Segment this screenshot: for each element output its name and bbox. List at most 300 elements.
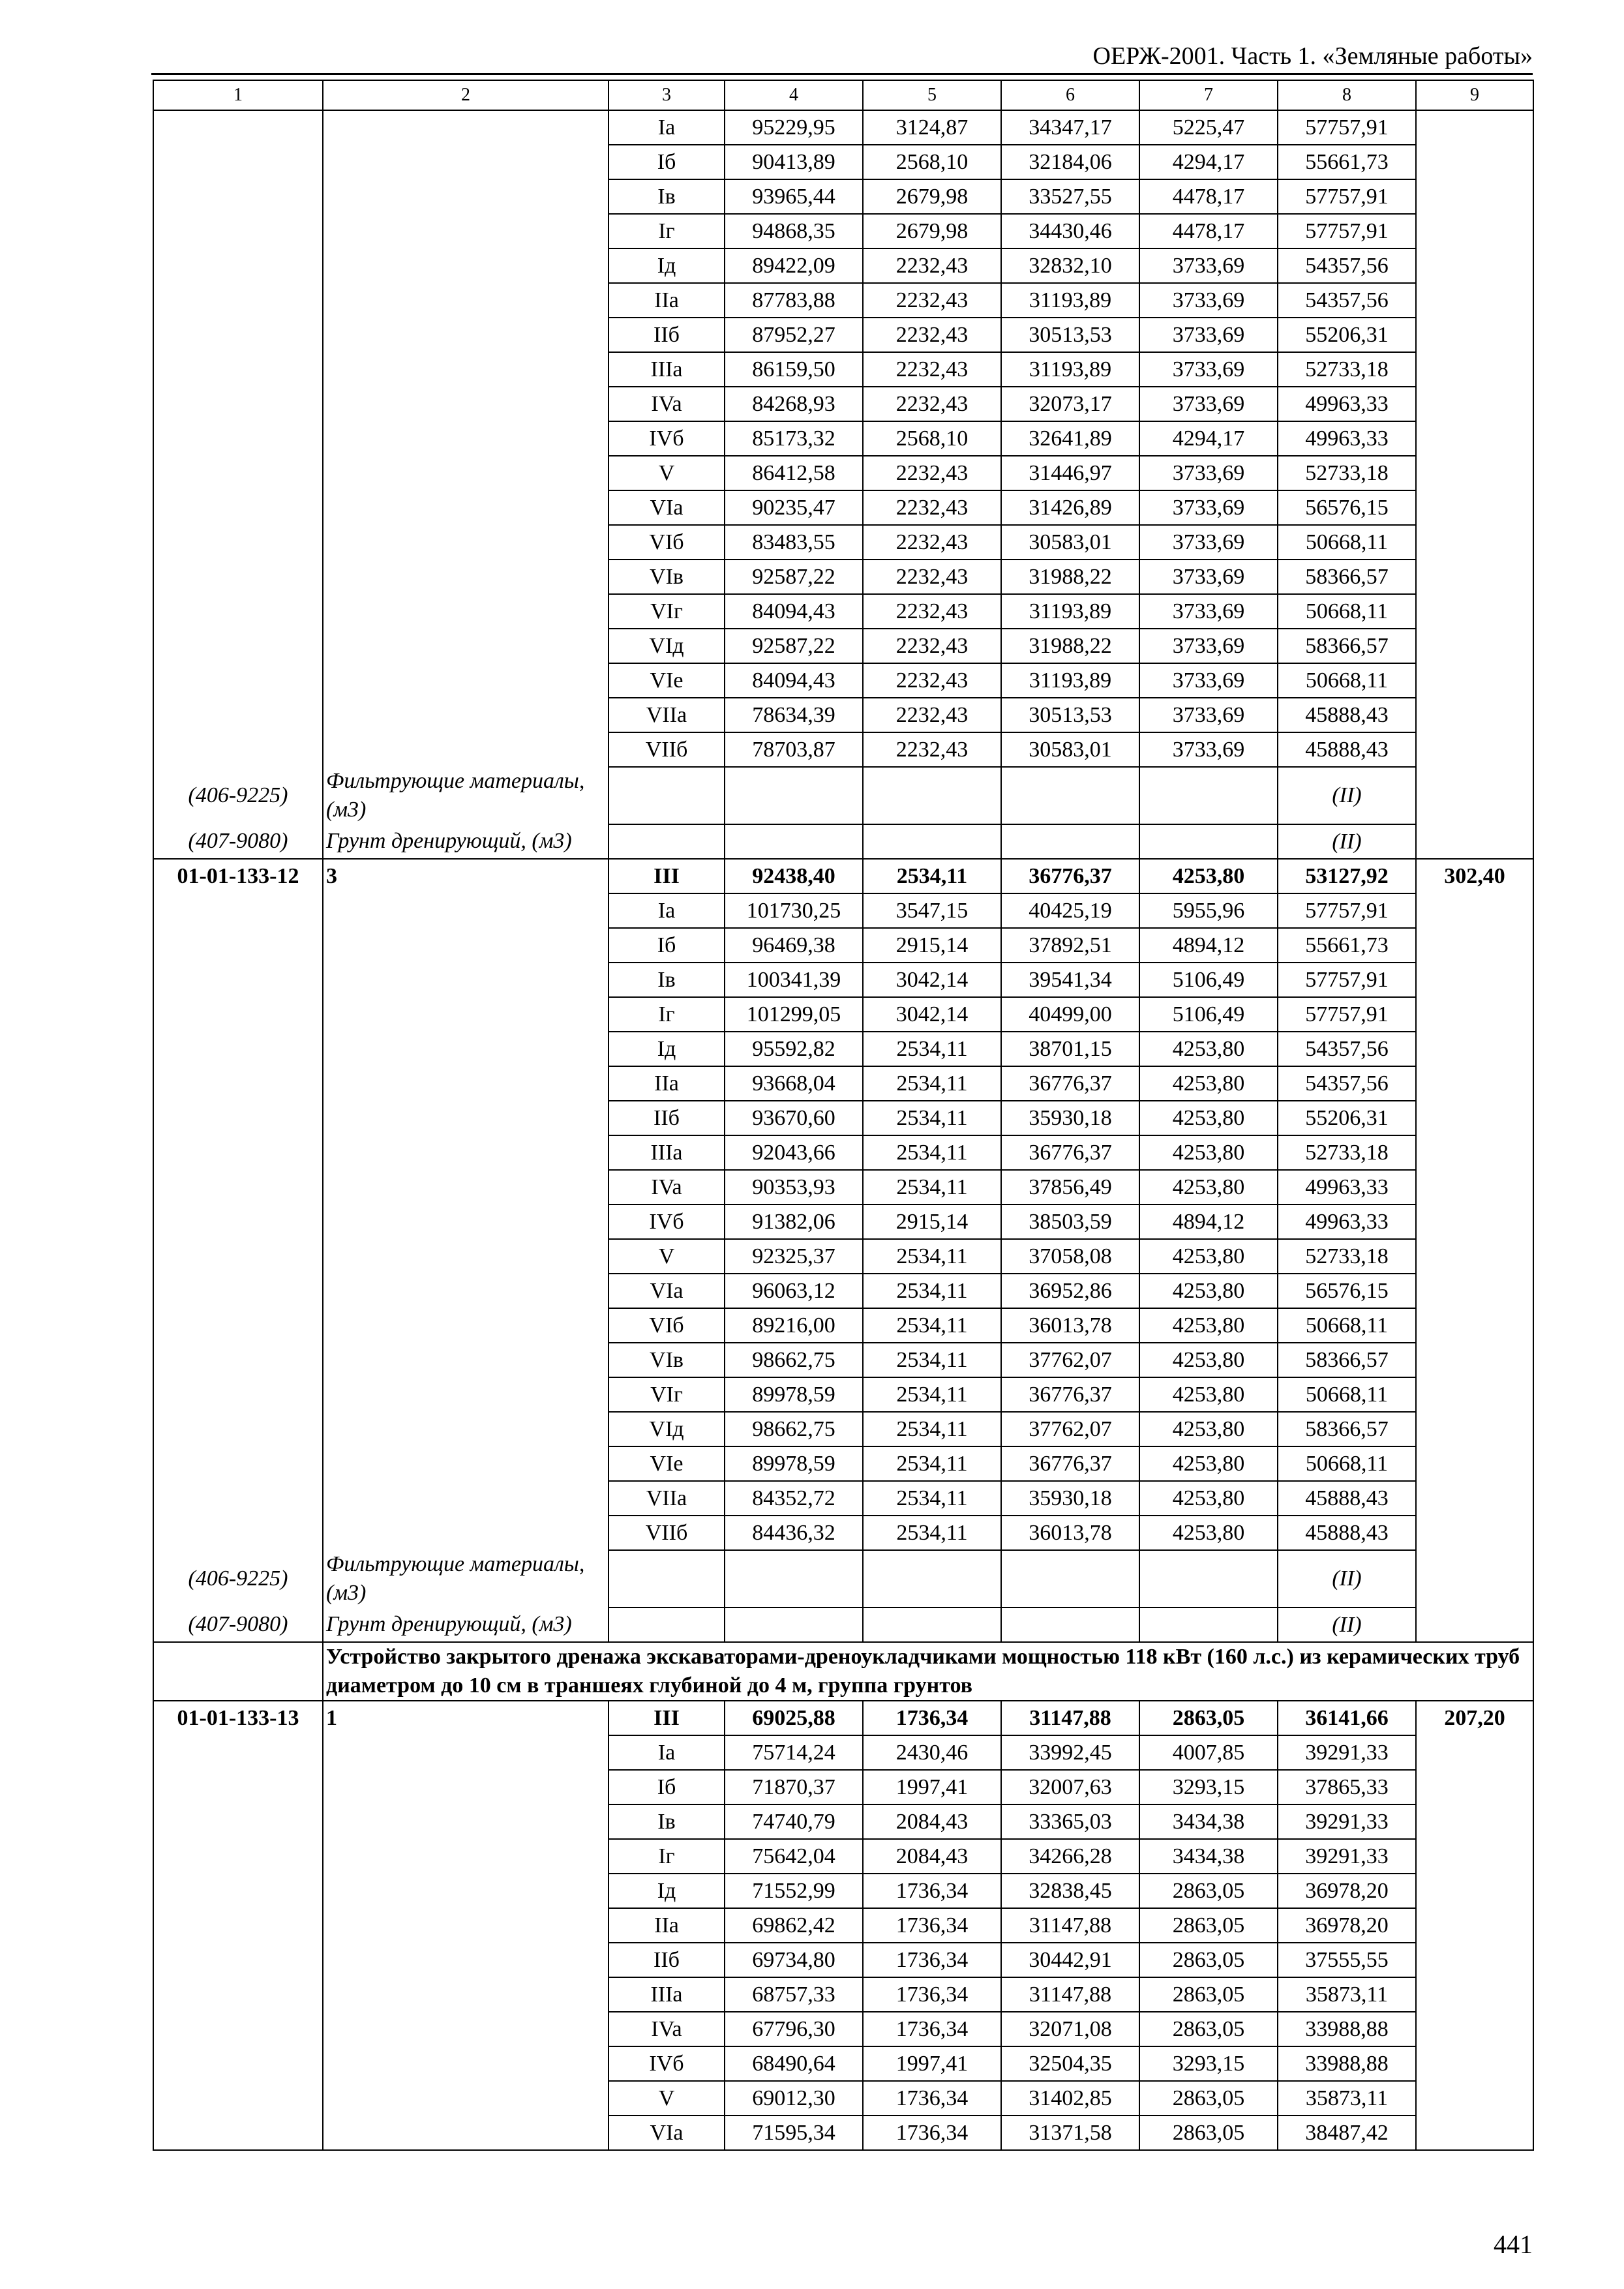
soil-group [323,456,609,490]
table-row [153,1170,1533,1204]
value-cell: 30513,53 [1001,698,1139,732]
value-cell: 31371,58 [1001,2116,1139,2150]
value-cell: 2863,05 [1139,2081,1278,2116]
value-cell: 3733,69 [1139,456,1278,490]
value-cell: IIa [609,1066,725,1101]
soil-group [323,110,609,145]
rate-cell [1416,1239,1533,1274]
table-row [153,1446,1533,1481]
value-cell: 84268,93 [725,387,863,421]
rate-code [153,629,323,663]
value-cell: 2534,11 [863,859,1001,893]
table-row [153,1066,1533,1101]
value-cell: VIe [609,663,725,698]
rate-code [153,560,323,594]
value-cell: 34266,28 [1001,1839,1139,1874]
soil-group [323,1874,609,1908]
soil-group [323,2012,609,2046]
value-cell: 67796,30 [725,2012,863,2046]
value-cell: 78634,39 [725,698,863,732]
value-cell: 4253,80 [1139,1446,1278,1481]
value-cell: Iг [609,1839,725,1874]
value-cell: 45888,43 [1278,698,1416,732]
rate-code [153,1516,323,1550]
value-cell: 31147,88 [1001,1977,1139,2012]
rate-code [153,1170,323,1204]
soil-group [323,1274,609,1308]
value-cell: 31193,89 [1001,594,1139,629]
soil-group [323,663,609,698]
rate-cell [1416,1412,1533,1446]
value-cell: 54357,56 [1278,248,1416,283]
rate-code [153,352,323,387]
value-cell: 57757,91 [1278,179,1416,214]
value-cell: 37865,33 [1278,1770,1416,1804]
rate-cell [1416,2012,1533,2046]
value-cell: 37892,51 [1001,928,1139,963]
value-cell: 2534,11 [863,1239,1001,1274]
rate-cell [1416,1135,1533,1170]
value-cell: 55206,31 [1278,1101,1416,1135]
table-row [153,1943,1533,1977]
rate-cell [1416,145,1533,179]
value-cell: Iг [609,214,725,248]
value-cell: VIIa [609,698,725,732]
value-cell: 71552,99 [725,1874,863,1908]
soil-group [323,698,609,732]
value-cell: 37762,07 [1001,1343,1139,1377]
rate-cell [1416,732,1533,767]
value-cell: 2232,43 [863,283,1001,318]
rates-table [153,80,1534,2151]
value-cell: 84094,43 [725,663,863,698]
value-cell: 3733,69 [1139,318,1278,352]
soil-group [323,1943,609,1977]
value-cell: 32184,06 [1001,145,1139,179]
value-cell: 1736,34 [863,1943,1001,1977]
value-cell: 2534,11 [863,1446,1001,1481]
material-row [153,767,1533,824]
value-cell: 87952,27 [725,318,863,352]
value-cell: 1997,41 [863,2046,1001,2081]
rate-cell: 207,20 [1416,1701,1533,1735]
value-cell: 69862,42 [725,1908,863,1943]
table-row [153,1135,1533,1170]
base-rate-row [153,859,1533,893]
value-cell: 2232,43 [863,318,1001,352]
value-cell: 33992,45 [1001,1735,1139,1770]
value-cell: 31193,89 [1001,352,1139,387]
value-cell: 4253,80 [1139,1101,1278,1135]
value-cell: 31402,85 [1001,2081,1139,2116]
table-row [153,1874,1533,1908]
soil-group [323,732,609,767]
soil-group [323,963,609,997]
value-cell: 30442,91 [1001,1943,1139,1977]
material-row [153,1608,1533,1642]
table-row [153,594,1533,629]
value-cell: 2534,11 [863,1377,1001,1412]
soil-group [323,1032,609,1066]
rate-cell [1416,1377,1533,1412]
value-cell: 57757,91 [1278,110,1416,145]
value-cell: 5955,96 [1139,893,1278,928]
material-name: Фильтрующие материалы, (м3) [323,767,609,824]
value-cell: 68490,64 [725,2046,863,2081]
column-number-cell: 3 [609,80,725,110]
value-cell: 1736,34 [863,1874,1001,1908]
value-cell: 68757,33 [725,1977,863,2012]
rate-cell [1416,1446,1533,1481]
rate-cell [1416,387,1533,421]
value-cell: 2084,43 [863,1804,1001,1839]
soil-group [323,1446,609,1481]
value-cell: 3733,69 [1139,698,1278,732]
value-cell: 38487,42 [1278,2116,1416,2150]
rate-code [153,2046,323,2081]
empty-cell [153,1642,323,1701]
value-cell: VIa [609,490,725,525]
soil-group: 3 [323,859,609,893]
table-row [153,214,1533,248]
value-cell: 4894,12 [1139,1204,1278,1239]
table-row [153,1032,1533,1066]
value-cell: 3293,15 [1139,2046,1278,2081]
value-cell: 32073,17 [1001,387,1139,421]
empty-cell [609,824,725,859]
rate-cell [1416,1908,1533,1943]
soil-group [323,1239,609,1274]
soil-group [323,387,609,421]
value-cell: 2430,46 [863,1735,1001,1770]
value-cell: 86412,58 [725,456,863,490]
rate-code [153,1032,323,1066]
rate-cell [1416,663,1533,698]
value-cell: 55661,73 [1278,145,1416,179]
value-cell: Iб [609,928,725,963]
value-cell: VIa [609,2116,725,2150]
value-cell: 89216,00 [725,1308,863,1343]
rate-code [153,1412,323,1446]
material-code: (406-9225) [153,1550,323,1608]
material-mark: (II) [1278,1550,1416,1608]
value-cell: 50668,11 [1278,525,1416,560]
value-cell: 31988,22 [1001,560,1139,594]
value-cell: 91382,06 [725,1204,863,1239]
value-cell: 2232,43 [863,594,1001,629]
rate-cell [1416,1101,1533,1135]
column-number-cell: 1 [153,80,323,110]
value-cell: 83483,55 [725,525,863,560]
value-cell: 31147,88 [1001,1701,1139,1735]
value-cell: 45888,43 [1278,1516,1416,1550]
value-cell: 4253,80 [1139,1343,1278,1377]
rate-cell [1416,1804,1533,1839]
value-cell: VIд [609,629,725,663]
value-cell: 50668,11 [1278,1377,1416,1412]
value-cell: 2534,11 [863,1343,1001,1377]
value-cell: 71595,34 [725,2116,863,2150]
value-cell: 36013,78 [1001,1308,1139,1343]
value-cell: 2915,14 [863,1204,1001,1239]
value-cell: 57757,91 [1278,997,1416,1032]
rate-code [153,421,323,456]
value-cell: 1997,41 [863,1770,1001,1804]
value-cell: Ia [609,1735,725,1770]
column-number-cell: 7 [1139,80,1278,110]
soil-group [323,352,609,387]
value-cell: 4253,80 [1139,1274,1278,1308]
value-cell: 5106,49 [1139,997,1278,1032]
value-cell: 5106,49 [1139,963,1278,997]
value-cell: 3733,69 [1139,629,1278,663]
value-cell: 2679,98 [863,214,1001,248]
value-cell: 32641,89 [1001,421,1139,456]
value-cell: 52733,18 [1278,352,1416,387]
value-cell: VIв [609,1343,725,1377]
soil-group [323,594,609,629]
value-cell: VIIб [609,1516,725,1550]
soil-group [323,1804,609,1839]
rate-cell [1416,352,1533,387]
value-cell: 2568,10 [863,421,1001,456]
value-cell: 92043,66 [725,1135,863,1170]
rate-code [153,2116,323,2150]
value-cell: 2863,05 [1139,1908,1278,1943]
value-cell: IIб [609,318,725,352]
value-cell: 90413,89 [725,145,863,179]
table-row [153,318,1533,352]
value-cell: 3042,14 [863,997,1001,1032]
rate-cell [1416,963,1533,997]
column-number-cell: 4 [725,80,863,110]
value-cell: 2232,43 [863,560,1001,594]
empty-cell [609,767,725,824]
rate-code [153,1239,323,1274]
value-cell: VIб [609,1308,725,1343]
rate-cell [1416,560,1533,594]
value-cell: 45888,43 [1278,732,1416,767]
soil-group [323,525,609,560]
value-cell: 50668,11 [1278,594,1416,629]
table-row [153,248,1533,283]
value-cell: 36776,37 [1001,1377,1139,1412]
value-cell: Iг [609,997,725,1032]
value-cell: 36978,20 [1278,1874,1416,1908]
value-cell: 31147,88 [1001,1908,1139,1943]
value-cell: 54357,56 [1278,283,1416,318]
value-cell: 37762,07 [1001,1412,1139,1446]
value-cell: 31988,22 [1001,629,1139,663]
rate-cell [1416,1735,1533,1770]
rate-code [153,1735,323,1770]
rate-cell [1416,1943,1533,1977]
soil-group [323,560,609,594]
value-cell: 1736,34 [863,2081,1001,2116]
soil-group [323,179,609,214]
table-row [153,1977,1533,2012]
soil-group [323,997,609,1032]
value-cell: 35873,11 [1278,1977,1416,2012]
value-cell: 2232,43 [863,525,1001,560]
table-row [153,1274,1533,1308]
section-title-row [153,1642,1533,1701]
rate-cell [1416,1170,1533,1204]
value-cell: 4253,80 [1139,1481,1278,1516]
value-cell: V [609,456,725,490]
value-cell: 3733,69 [1139,352,1278,387]
empty-cell [863,1550,1001,1608]
value-cell: 2232,43 [863,352,1001,387]
rate-code: 01-01-133-12 [153,859,323,893]
value-cell: 57757,91 [1278,893,1416,928]
value-cell: 5225,47 [1139,110,1278,145]
value-cell: 39291,33 [1278,1735,1416,1770]
value-cell: VIд [609,1412,725,1446]
value-cell: VIa [609,1274,725,1308]
table-row [153,1516,1533,1550]
rate-code [153,663,323,698]
value-cell: 52733,18 [1278,1239,1416,1274]
rate-code [153,1377,323,1412]
value-cell: 34430,46 [1001,214,1139,248]
rate-cell [1416,997,1533,1032]
soil-group [323,1908,609,1943]
value-cell: 34347,17 [1001,110,1139,145]
soil-group [323,1412,609,1446]
soil-group [323,1135,609,1170]
rate-cell [1416,1516,1533,1550]
soil-group [323,1308,609,1343]
rate-code [153,698,323,732]
rate-code [153,387,323,421]
rate-cell [1416,2116,1533,2150]
value-cell: 2534,11 [863,1170,1001,1204]
rate-code [153,1770,323,1804]
value-cell: 2534,11 [863,1274,1001,1308]
soil-group [323,2081,609,2116]
material-row [153,1550,1533,1608]
value-cell: 4253,80 [1139,1412,1278,1446]
soil-group [323,629,609,663]
rate-code [153,1874,323,1908]
value-cell: 39541,34 [1001,963,1139,997]
value-cell: 93965,44 [725,179,863,214]
value-cell: 58366,57 [1278,1343,1416,1377]
soil-group [323,214,609,248]
soil-group: 1 [323,1701,609,1735]
value-cell: 4253,80 [1139,859,1278,893]
value-cell: IIб [609,1943,725,1977]
soil-group [323,1204,609,1239]
value-cell: 35930,18 [1001,1101,1139,1135]
rate-code [153,1977,323,2012]
value-cell: Iб [609,145,725,179]
table-row [153,698,1533,732]
material-name: Грунт дренирующий, (м3) [323,1608,609,1642]
value-cell: 3733,69 [1139,525,1278,560]
value-cell: VIг [609,594,725,629]
value-cell: 2232,43 [863,663,1001,698]
table-row [153,110,1533,145]
material-mark: (II) [1278,824,1416,859]
value-cell: 2534,11 [863,1308,1001,1343]
material-name: Грунт дренирующий, (м3) [323,824,609,859]
value-cell: 84436,32 [725,1516,863,1550]
value-cell: 100341,39 [725,963,863,997]
rate-cell [1416,456,1533,490]
value-cell: IVб [609,421,725,456]
page-header-title: ОЕРЖ-2001. Часть 1. «Земляные работы» [1092,42,1533,70]
value-cell: 75642,04 [725,1839,863,1874]
value-cell: 2534,11 [863,1481,1001,1516]
rate-cell [1416,1066,1533,1101]
value-cell: 2534,11 [863,1412,1001,1446]
material-mark: (II) [1278,767,1416,824]
empty-cell [1416,824,1533,859]
rate-cell [1416,1481,1533,1516]
section-title: Устройство закрытого дренажа экскаваторами-дреноукладчиками мощностью 118 кВт (160 л.с.) из керамических труб диаметром до 10 см в траншеях глубиной до 4 м, группа грунтов [323,1642,1533,1701]
value-cell: 36013,78 [1001,1516,1139,1550]
rate-cell [1416,698,1533,732]
value-cell: V [609,1239,725,1274]
table-row [153,1735,1533,1770]
value-cell: 1736,34 [863,1977,1001,2012]
rate-cell [1416,283,1533,318]
rate-cell [1416,318,1533,352]
value-cell: 3733,69 [1139,594,1278,629]
value-cell: VIг [609,1377,725,1412]
value-cell: 2232,43 [863,248,1001,283]
value-cell: 89978,59 [725,1446,863,1481]
value-cell: 74740,79 [725,1804,863,1839]
value-cell: 1736,34 [863,2116,1001,2150]
table-row [153,2012,1533,2046]
rate-cell [1416,1839,1533,1874]
rate-code [153,1446,323,1481]
column-number-cell: 9 [1416,80,1533,110]
value-cell: 1736,34 [863,1908,1001,1943]
rate-cell [1416,421,1533,456]
rate-cell [1416,1032,1533,1066]
value-cell: IIa [609,283,725,318]
soil-group [323,1377,609,1412]
empty-cell [1001,824,1139,859]
soil-group [323,2046,609,2081]
soil-group [323,1066,609,1101]
value-cell: 89422,09 [725,248,863,283]
table-row [153,1839,1533,1874]
value-cell: 2084,43 [863,1839,1001,1874]
page-number: 441 [1494,2230,1533,2259]
material-mark: (II) [1278,1608,1416,1642]
value-cell: 2863,05 [1139,2116,1278,2150]
table-row [153,1804,1533,1839]
value-cell: 101299,05 [725,997,863,1032]
value-cell: 92325,37 [725,1239,863,1274]
value-cell: 32007,63 [1001,1770,1139,1804]
table-row [153,1908,1533,1943]
value-cell: 3733,69 [1139,248,1278,283]
value-cell: 4478,17 [1139,179,1278,214]
soil-group [323,490,609,525]
value-cell: 90353,93 [725,1170,863,1204]
value-cell: 71870,37 [725,1770,863,1804]
table-row [153,283,1533,318]
value-cell: 49963,33 [1278,421,1416,456]
table-row [153,2116,1533,2150]
value-cell: VIIa [609,1481,725,1516]
